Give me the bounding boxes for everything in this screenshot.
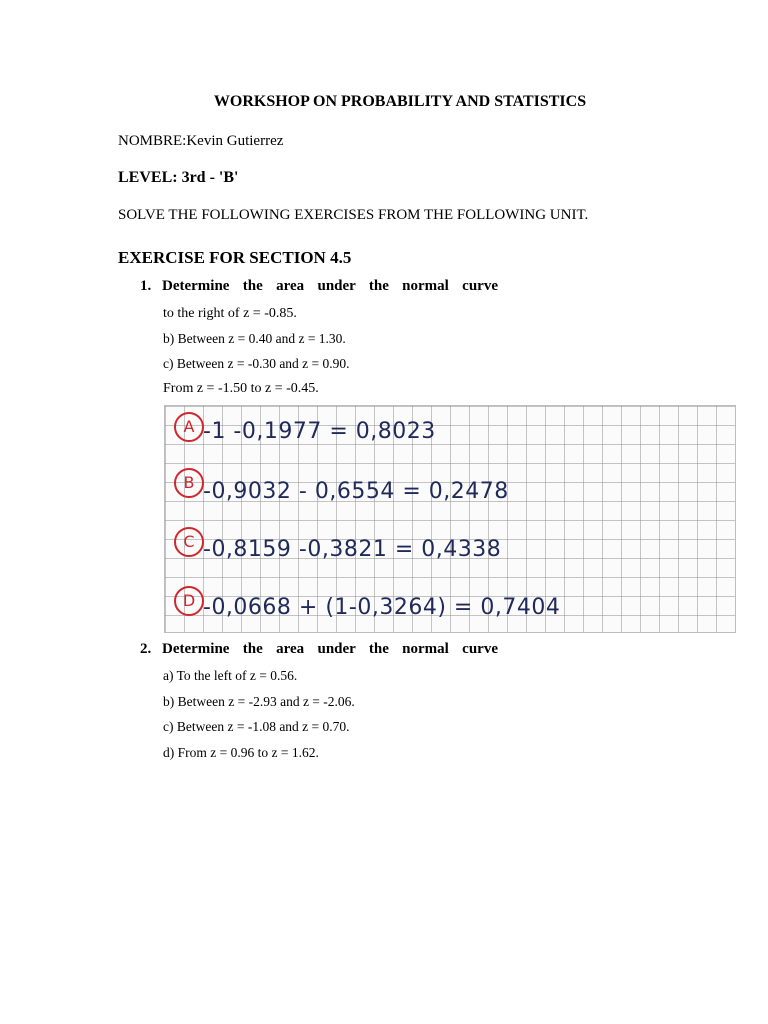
handwritten-answer-c: -0,8159 -0,3821 = 0,4338 <box>203 537 502 562</box>
exercise-2-heading <box>140 641 498 658</box>
exercise-1-heading <box>140 278 498 295</box>
exercise-1-item-b: b) Between z = 0.40 and z = 1.30. <box>163 331 346 346</box>
exercise-1-text: Determine the area under the normal curve <box>162 278 498 294</box>
exercise-2-item-d: d) From z = 0.96 to z = 1.62. <box>163 745 319 760</box>
exercise-2-item-a: a) To the left of z = 0.56. <box>163 668 298 683</box>
instructions: SOLVE THE FOLLOWING EXERCISES FROM THE FOLLOWING UNIT. <box>118 207 589 223</box>
handwritten-answer-b: -0,9032 - 0,6554 = 0,2478 <box>203 479 509 504</box>
handwritten-answer-a: -1 -0,1977 = 0,8023 <box>203 419 436 444</box>
exercise-1-item-a: to the right of z = -0.85. <box>163 306 297 321</box>
exercise-1-item-c: c) Between z = -0.30 and z = 0.90. <box>163 356 350 371</box>
student-name: NOMBRE:Kevin Gutierrez <box>118 133 284 149</box>
student-level: LEVEL: 3rd - 'B' <box>118 169 239 186</box>
exercise-2-number: 2. <box>140 641 152 657</box>
exercise-1-number: 1. <box>140 278 152 294</box>
exercise-2-item-c: c) Between z = -1.08 and z = 0.70. <box>163 719 350 734</box>
exercise-2-item-b: b) Between z = -2.93 and z = -2.06. <box>163 694 355 709</box>
answer-badge-d: D <box>174 586 204 616</box>
exercise-2-text: Determine the area under the normal curve <box>162 641 498 657</box>
answer-badge-c: C <box>174 527 204 557</box>
page-title: WORKSHOP ON PROBABILITY AND STATISTICS <box>213 93 587 110</box>
handwritten-solution-image <box>164 405 736 633</box>
exercise-1-item-d: From z = -1.50 to z = -0.45. <box>163 381 319 396</box>
section-title: EXERCISE FOR SECTION 4.5 <box>118 248 352 267</box>
answer-badge-b: B <box>174 468 204 498</box>
answer-badge-a: A <box>174 412 204 442</box>
handwritten-answer-d: -0,0668 + (1-0,3264) = 0,7404 <box>203 595 561 620</box>
